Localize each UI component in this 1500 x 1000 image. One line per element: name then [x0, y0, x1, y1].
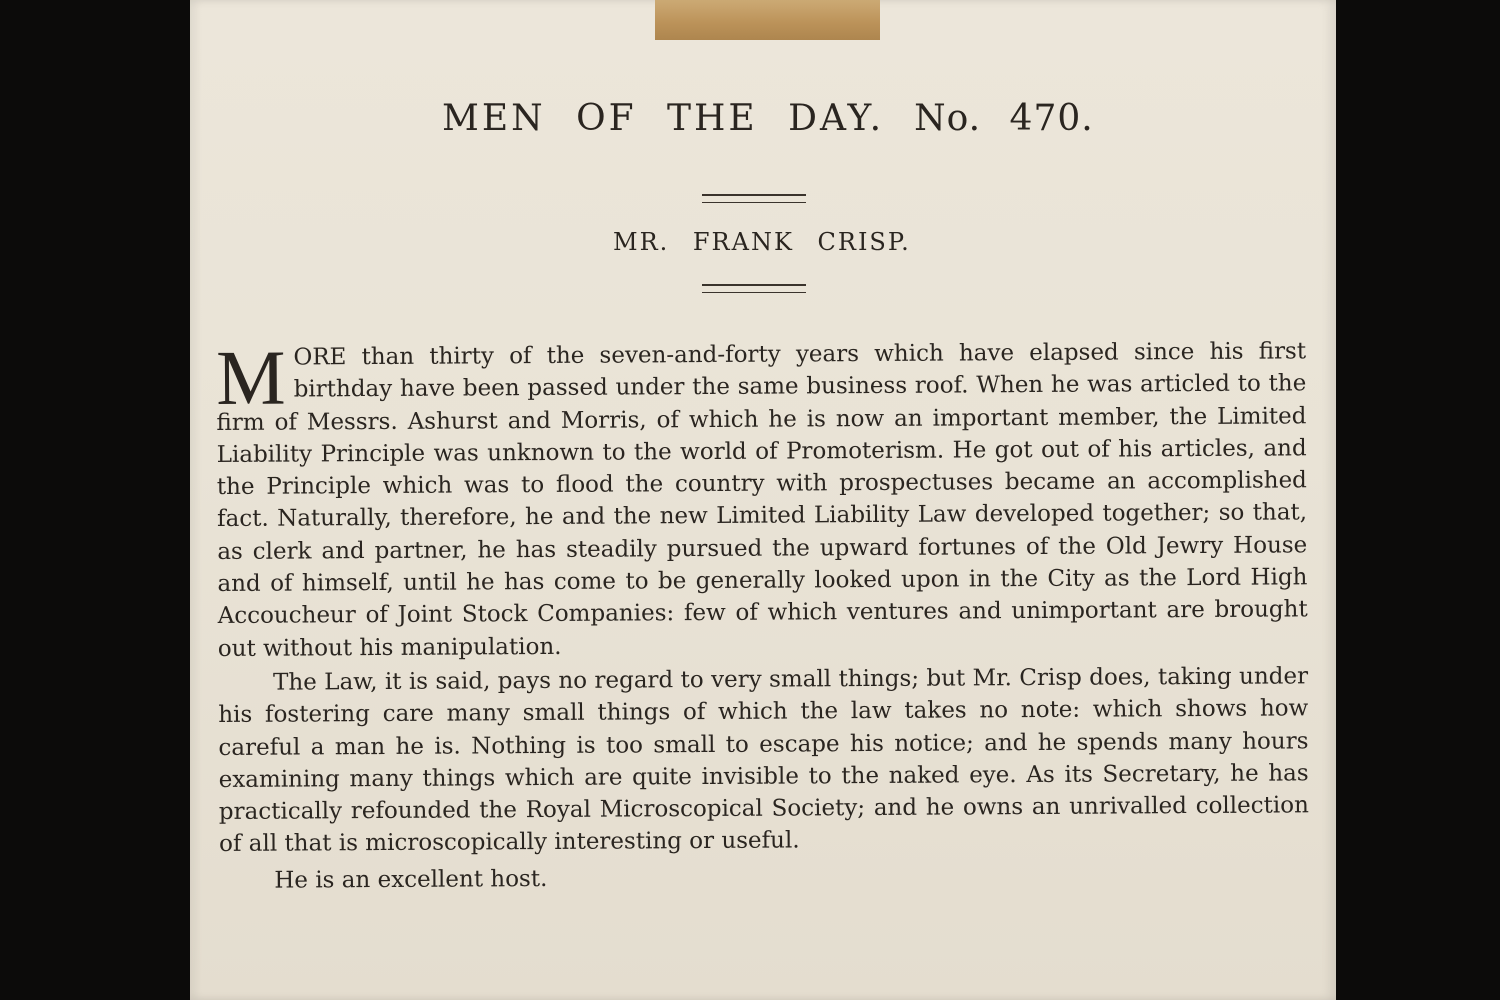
- document-page: [190, 0, 1336, 1000]
- article-body: [216, 335, 1309, 897]
- drop-cap: M: [215, 333, 286, 421]
- masthead: [442, 98, 1094, 139]
- paragraph-2: The Law, it is said, pays no regard to very small things; but Mr. Crisp does, taking under his fostering care many small things of which the law takes no note: which shows how careful a man he is. Nothing is too small to escape his notice; and he spends many hours examining many things which are quite invisible to the naked eye. As its Secretary, he has practically refounded the Royal Microscopical Society; and he owns an unrivalled collection of all that is microscopically interesting or useful.: [218, 663, 1309, 858]
- subhead: MR. FRANK CRISP.: [613, 228, 911, 256]
- paragraph-1: [216, 335, 1308, 665]
- paragraph-3: He is an excellent host.: [274, 865, 548, 894]
- adhesive-tape: [655, 0, 880, 40]
- paragraph-1-text: ORE than thirty of the seven-and-forty years which have elapsed since his first birthday have been passed under the same business roof. When he was articled to the firm of Messrs. Ashurst and Morris, of which he is now an important member, the Limited Liability Principle was unknown to the world of Promoterism. He got out of his articles, and the Principle which was to flood the country with prospectuses became an accomplished fact. Naturally, therefore, he and the new Limited Liability Law developed together; so that, as clerk and partner, he has steadily pursued the upward fortunes of the Old Jewry House and of himself, until he has come to be generally looked upon in the City as the Lord High Accoucheur of Joint Stock Companies: few of which ventures and unimportant are brought out without his manipulation.: [216, 338, 1308, 662]
- masthead-title: MEN OF THE DAY.: [442, 98, 885, 139]
- issue-number: No. 470.: [914, 98, 1094, 139]
- divider-rule-top: [702, 194, 806, 203]
- divider-rule-bottom: [702, 284, 806, 293]
